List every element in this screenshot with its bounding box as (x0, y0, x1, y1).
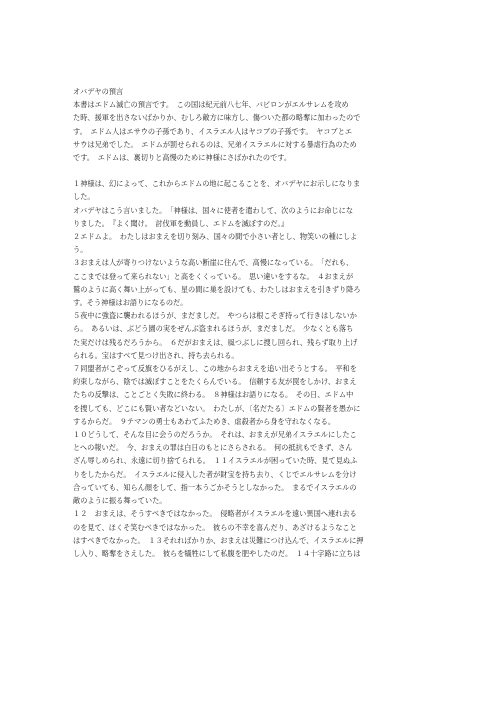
intro-line: 本書はエドム滅亡の預言です。 この国は紀元前八七年、バビロンがエルサレムを攻め (73, 100, 349, 110)
body-line: す。そう神様はお語りになるのだ。 (73, 298, 188, 308)
body-line: りをしたからだ。 イスラエルに侵入した者が財宝を持ち去り、くじでエルサレムを分け (73, 469, 357, 479)
paragraph-gap (73, 164, 431, 177)
body-line: オバデヤはこう言いました。 「神様は、国々に使者を遣わして、次のようにお命じにな (73, 205, 354, 215)
document-title: オバデヤの預言 (73, 87, 124, 96)
body-line: られる。宝はすべて見つけ出され、持ち去られる。 (73, 350, 239, 360)
body-line: ２エドムよ。 わたしはおまえを切り刻み、国々の間で小さい者とし、物笑いの種にしよ (73, 232, 358, 242)
intro-line: です。 エドムは、裏切りと高慢のために神様にさばかれたのです。 (73, 153, 292, 163)
body-line: たちの反撃は、ことごとく失敗に終わる。 ８神様はお語りになる。 その日、エドム中 (73, 390, 354, 400)
body-line: ら。 あるいは、ぶどう園の実をぜんぶ盗まれるほうが、まだましだ。 少なくとも落ち (73, 324, 354, 334)
body-line: するからだ。 ９テマンの勇士もあわてふためき、虐殺者から身を守れなくなる。 (73, 416, 336, 426)
body-line: はすべきでなかった。 １３それればかりか、おまえは災難につけ込んで、イスラエルに押 (73, 535, 364, 545)
body-line: ざん辱しめられ、永遠に切り捨てられる。 １１イスラエルが困っていた時、見て見ぬふ (73, 456, 358, 466)
body-line: １２ おまえは、そうすべきではなかった。 侵略者がイスラエルを遠い異国へ連れ去る (73, 509, 357, 519)
body-line: とへの報いだ。 今、おまえの罪は白日のもとにさらされる。 何の抵抗もできず、さん (73, 443, 353, 453)
body-line: ３おまえは人が寄りつけないような高い断崖に住んで、高慢になっている。 「だれも、 (73, 258, 354, 268)
body-line: １０どうして、そんな目に会うのだろうか。 それは、おまえが兄弟イスラエルにしたこ (73, 430, 357, 440)
body-line: を捜しても、どこにも賢い者などいない。 わたしが、〔名だたる〕エドムの賢者を愚かに (73, 403, 361, 413)
body-line: １神様は、幻によって、これからエドムの地に起こることを、オバデヤにお示しになりま (73, 179, 361, 189)
body-line: た実だけは残るだろうから。 ６だがおまえは、風つぶしに捜し回られ、残らず取り上げ (73, 337, 358, 347)
body-line: ５夜中に強盗に襲われるほうが、まだましだ。 やつらは根こそぎ持って行きはしないか (73, 311, 357, 321)
intro-line: す。 エドム人はエサウの子孫であり、イスラエル人はヤコブの子孫です。 ヤコブとエ (73, 126, 353, 136)
body-line: ここまでは登って来られない」と高をくくっている。 思い違いをするな。 ４おまえが (73, 271, 354, 281)
body-line: う。 (73, 245, 88, 255)
body-line: のを見て、ほくそ笑むべきではなかった。 彼らの不幸を喜んだり、あざけるようなこと (73, 522, 357, 532)
body-line: りました。 『よく聞け。 討伐軍を動員し、エドムを滅ぼすのだ。』 (73, 218, 289, 228)
body-text (73, 177, 431, 560)
body-line: 約束しながら、陰では滅ぼすことをたくらんでいる。 信頼する友が罠をしかけ、おまえ (73, 377, 357, 387)
intro-line: サウは兄弟でした。 エドムが罰せられるのは、兄弟イスラエルに対する暴虐行為のため (73, 139, 357, 149)
intro-line: た時、援軍を出さないばかりか、むしろ敵方に味方し、傷ついた都の略奪に加わったので (73, 113, 361, 123)
body-line: し入り、略奪をさえした。 彼らを犠牲にして私腹を肥やしたのだ。 １４十字路に立ちは (73, 548, 361, 558)
body-line: した。 (73, 192, 95, 202)
body-line: 鷲のように高く舞い上がっても、星の間に巣を設けても、わたしはおまえを引きずり降ろ (73, 284, 361, 294)
intro-paragraph (73, 98, 431, 164)
document-page (73, 85, 431, 560)
body-line: 敵のように振る舞っていた。 (73, 496, 167, 506)
body-line: ７同盟者がこぞって反旗をひるがえし、この地からおまえを追い出そうとする。 平和を (73, 364, 357, 374)
body-line: 合っていても、知らん顔をして、指一本うごかそうとしなかった。 まるでイスラエルの (73, 482, 357, 492)
